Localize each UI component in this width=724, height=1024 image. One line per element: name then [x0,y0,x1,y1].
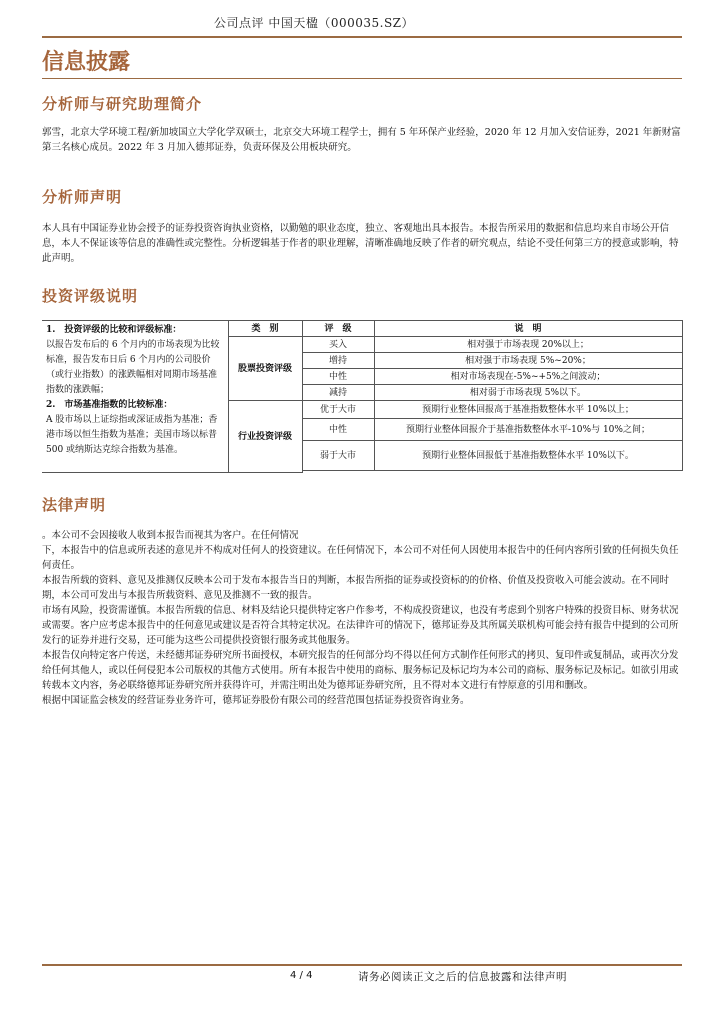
legal-line: 根据中国证监会核发的经营证券业务许可，德邦证券股份有限公司的经营范围包括证券投资咨询业务。 [42,695,470,706]
industry-desc-neutral: 预期行业整体回报介于基准指数整体水平-10%与 10%之间； [374,419,682,441]
stock-desc-underweight: 相对弱于市场表现 5%以下。 [374,385,682,401]
analyst-statement-body [42,221,682,266]
page-number: 4 / 4 [290,970,313,981]
industry-desc-outperform: 预期行业整体回报高于基准指数整体水平 10%以上； [374,401,682,419]
stock-grade-neutral: 中性 [302,369,374,385]
legal-line: 本报告所载的资料、意见及推测仅反映本公司于发布本报告当日的判断，本报告所指的证券或投资标的的价格、价值及投资收入可能会波动。在不同时期，本公司可发出与本报告所载资料、意见及推测不一致的报告。 [42,575,670,601]
analyst-intro-heading: 分析师与研究助理简介 [42,95,203,113]
col-header-grade: 评 级 [302,321,374,337]
table-bottom-rule [302,471,682,473]
legal-line: 市场有风险，投资需谨慎。本报告所载的信息、材料及结论只提供特定客户作参考，不构成投资建议，也没有考虑到个别客户特殊的投资目标、财务状况或需要。客户应考虑本报告中的任何意见或建议是否符合其特定状况。在法律许可的情况下，德邦证券及其所属关联机构可能会持有报告中提到的公司所发行的证券并进行交易，还可能为这些公司提供投资银行服务或其他服务。 [42,605,679,646]
industry-grade-outperform: 优于大市 [302,401,374,419]
rating-left-column [42,321,228,473]
rating-left-heading-1: 1. 投资评级的比较和评级标准： [46,325,182,335]
legal-line: 下，本报告中的信息或所表述的意见并不构成对任何人的投资建议。在任何情况下，本公司不对任何人因使用本报告中的任何内容所引致的任何损失负任何责任。 [42,545,679,571]
legal-body [42,528,682,708]
industry-grade-underperform: 弱于大市 [302,441,374,471]
page-title: 信息披露 [42,49,131,75]
stock-grade-underweight: 减持 [302,385,374,401]
page-header [0,14,724,40]
industry-rating-label: 行业投资评级 [228,401,302,473]
rating-left-text-1: 以报告发布后的 6 个月内的市场表现为比较标准，报告发布日后 6 个月内的公司股价（或行业指数）的涨跌幅相对同期市场基准指数的涨跌幅； [46,340,220,395]
header-rule [42,36,682,38]
analyst-statement-text: 本人具有中国证券业协会授予的证券投资咨询执业资格，以勤勉的职业态度，独立、客观地出具本报告。本报告所采用的数据和信息均来自市场公开信息，本人不保证该等信息的准确性或完整性。分析逻辑基于作者的职业理解，清晰准确地反映了作者的研究观点，结论不受任何第三方的授意或影响，特此声明。 [42,223,679,264]
legal-line: 。本公司不会因接收人收到本报告而视其为客户。在任何情况 [42,530,299,541]
stock-desc-overweight: 相对强于市场表现 5%~20%； [374,353,682,369]
stock-desc-neutral: 相对市场表现在-5%~+5%之间波动； [374,369,682,385]
rating-left-text-2: A 股市场以上证综指或深证成指为基准；香港市场以恒生指数为基准；美国市场以标普 500 或纳斯达克综合指数为基准。 [46,415,218,455]
industry-grade-neutral: 中性 [302,419,374,441]
stock-grade-overweight: 增持 [302,353,374,369]
title-rule [42,78,682,79]
col-header-type: 类 别 [228,321,302,337]
footer-disclaimer: 请务必阅读正文之后的信息披露和法律声明 [358,971,567,983]
rating-left-heading-2: 2. 市场基准指数的比较标准： [46,400,173,410]
stock-rating-label: 股票投资评级 [228,337,302,401]
legal-heading: 法律声明 [42,496,107,514]
rating-heading: 投资评级说明 [42,287,139,305]
stock-grade-buy: 买入 [302,337,374,353]
header-title: 公司点评 中国天楹（000035.SZ） [214,16,414,30]
analyst-intro-text: 郭雪，北京大学环境工程/新加坡国立大学化学双硕士，北京交大环境工程学士，拥有 5 年环保产业经验，2020 年 12 月加入安信证券，2021 年新财富第三名核心成员。2022 年 3 月加入德邦证券，负责环保及公用板块研究。 [42,127,681,153]
analyst-intro-body [42,125,682,155]
stock-desc-buy: 相对强于市场表现 20%以上； [374,337,682,353]
rating-table [42,320,682,473]
analyst-statement-heading: 分析师声明 [42,188,123,206]
legal-line: 本报告仅向特定客户传送，未经德邦证券研究所书面授权，本研究报告的任何部分均不得以任何方式制作任何形式的拷贝、复印件或复制品，或再次分发给任何其他人，或以任何侵犯本公司版权的其他方式使用。所有本报告中使用的商标、服务标记及标记均为本公司的商标、服务标记及标记。如欲引用或转载本文内容，务必联络德邦证券研究所并获得许可，并需注明出处为德邦证券研究所，且不得对本文进行有悖原意的引用和删改。 [42,650,679,691]
col-header-desc: 说 明 [374,321,682,337]
industry-desc-underperform: 预期行业整体回报低于基准指数整体水平 10%以下。 [374,441,682,471]
footer-rule [42,964,682,966]
